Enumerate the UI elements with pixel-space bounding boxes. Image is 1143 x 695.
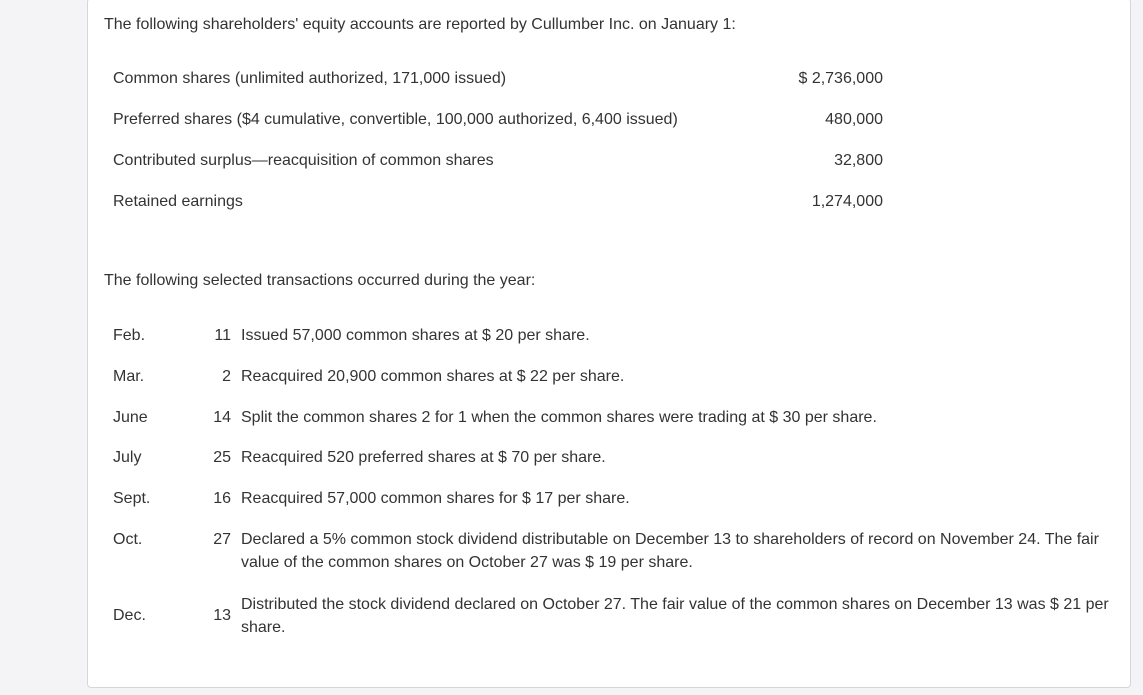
transaction-day: 14 <box>213 409 231 426</box>
account-row <box>113 110 883 151</box>
transactions-intro-text: The following selected transactions occurred during the year: <box>104 272 536 289</box>
account-label: Preferred shares ($4 cumulative, convertible, 100,000 authorized, 6,400 issued) <box>113 111 678 128</box>
transaction-description: Reacquired 20,900 common shares at $ 22 per share. <box>241 368 625 385</box>
transaction-day: 16 <box>213 490 231 507</box>
equity-intro-text: The following shareholders' equity accounts are reported by Cullumber Inc. on January 1: <box>104 16 736 33</box>
transaction-month: Sept. <box>113 490 151 507</box>
transaction-month: Oct. <box>113 531 143 548</box>
account-label: Contributed surplus—reacquisition of common shares <box>113 152 494 169</box>
transaction-description: Distributed the stock dividend declared on October 27. The fair value of the common shares on December 13 was $ 21 per share. <box>241 596 1109 636</box>
transaction-description: Split the common shares 2 for 1 when the common shares were trading at $ 30 per share. <box>241 409 877 426</box>
account-row <box>113 192 883 233</box>
account-amount: $ 2,736,000 <box>798 70 883 87</box>
transaction-description: Reacquired 520 preferred shares at $ 70 per share. <box>241 449 606 466</box>
transaction-month: June <box>113 409 148 426</box>
transaction-month: Mar. <box>113 368 145 385</box>
account-label: Common shares (unlimited authorized, 171,000 issued) <box>113 70 507 87</box>
account-row <box>113 151 883 192</box>
transaction-description: Declared a 5% common stock dividend distributable on December 13 to shareholders of record on November 24. The fair value of the common shares on October 27 was $ 19 per share. <box>241 531 1099 571</box>
transaction-month: Dec. <box>113 607 146 624</box>
transaction-day: 25 <box>213 449 231 466</box>
transaction-day: 13 <box>213 607 231 624</box>
transaction-description: Reacquired 57,000 common shares for $ 17 per share. <box>241 490 630 507</box>
account-amount: 32,800 <box>834 152 883 169</box>
transaction-day: 11 <box>214 327 231 344</box>
transaction-month: July <box>113 449 142 466</box>
equity-accounts-table <box>113 69 883 233</box>
transaction-day: 2 <box>222 368 231 385</box>
account-label: Retained earnings <box>113 193 243 210</box>
transaction-description: Issued 57,000 common shares at $ 20 per share. <box>241 327 590 344</box>
transaction-row <box>113 593 1123 639</box>
transaction-day: 27 <box>213 531 231 548</box>
account-amount: 1,274,000 <box>811 193 883 210</box>
account-row <box>113 69 883 110</box>
account-amount: 480,000 <box>825 111 883 128</box>
transaction-month: Feb. <box>113 327 146 344</box>
question-card <box>87 0 1131 688</box>
